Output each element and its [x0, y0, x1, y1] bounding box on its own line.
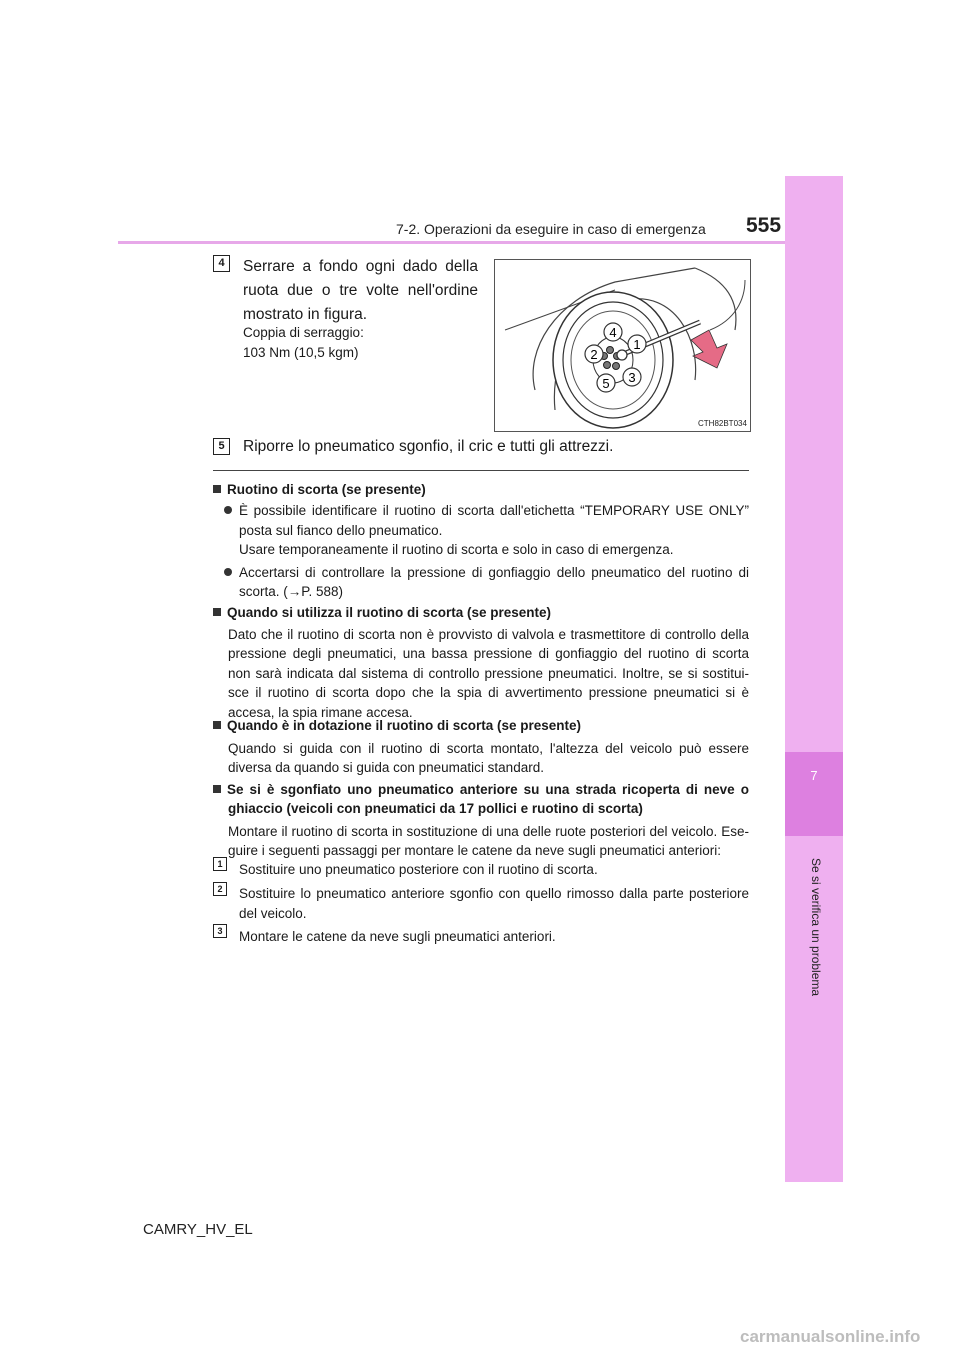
step-number-4: 4 — [213, 255, 230, 272]
spare-bullet1-line2: posta sul fianco dello pneumatico. — [239, 523, 443, 538]
using-line4: sce il ruotino di scorta dopo che la spia di avvertimento pressione pneumatici si è — [228, 685, 749, 700]
note-flat-title-line1 — [213, 780, 749, 800]
substep3-text: Montare le catene da neve sugli pneumatici anteriori. — [239, 929, 556, 944]
figure-code: CTH82BT034 — [698, 419, 747, 428]
step-number-5: 5 — [213, 438, 230, 455]
square-bullet-icon — [213, 785, 221, 793]
square-bullet-icon — [213, 608, 221, 616]
substep-number-1: 1 — [213, 857, 227, 871]
note-flat-title-line2: ghiaccio (veicoli con pneumatici da 17 pollici e ruotino di scorta) — [228, 801, 643, 816]
spare-bullet2-line2: scorta. (→P. 588) — [239, 584, 344, 599]
spare-bullet1-line3: Usare temporaneamente il ruotino di scorta e solo in caso di emergenza. — [239, 542, 674, 557]
using-line1: Dato che il ruotino di scorta non è provvisto di valvola e trasmettitore di controllo della — [228, 627, 749, 642]
figure-label-4: 4 — [609, 325, 617, 340]
equipped-line1: Quando si guida con il ruotino di scorta montato, l'altezza del veicolo può essere — [228, 741, 749, 756]
step4-line2: ruota due o tre volte nell'ordine — [243, 282, 478, 299]
spare-bullet1-line1: È possibile identificare il ruotino di scorta dall'etichetta “TEMPORARY USE ONLY” — [239, 503, 749, 518]
step4-line3: mostrato in figura. — [243, 306, 368, 323]
substep2-line1: Sostituire lo pneumatico anteriore sgonfio con quello rimosso dalla parte posteriore — [239, 886, 749, 901]
torque-label: Coppia di serraggio: — [243, 325, 364, 340]
note-flat-title-text: Se si è sgonfiato uno pneumatico anteriore su una strada ricoperta di neve o — [227, 782, 749, 797]
circle-bullet-icon — [224, 568, 232, 576]
chapter-title: Se si verifica un problema — [809, 858, 823, 997]
note-equipped-title-text: Quando è in dotazione il ruotino di scorta (se presente) — [227, 718, 582, 733]
section-title: 7-2. Operazioni da eseguire in caso di emergenza — [396, 221, 706, 237]
note-spare-title — [213, 480, 426, 500]
figure-label-3: 3 — [628, 370, 636, 385]
spare-bullet1-dot — [224, 501, 238, 521]
chapter-tab-highlight — [785, 752, 843, 836]
equipped-line2: diversa da quando si guida con pneumatici standard. — [228, 760, 544, 775]
circle-bullet-icon — [224, 506, 232, 514]
header-divider — [118, 241, 842, 244]
watermark: carmanualsonline.info — [740, 1327, 921, 1346]
wheel-nut-tightening-figure — [494, 259, 751, 432]
figure-label-2: 2 — [590, 347, 598, 362]
section-divider — [213, 470, 749, 471]
square-bullet-icon — [213, 485, 221, 493]
note-spare-title-text: Ruotino di scorta (se presente) — [227, 482, 426, 497]
step4-line1: Serrare a fondo ogni dado della — [243, 258, 478, 275]
page-number: 555 — [746, 214, 782, 237]
using-line3: non sarà indicata dal sistema di controllo pressione pneumatici. Inoltre, se si sostitui- — [228, 666, 749, 681]
square-bullet-icon — [213, 721, 221, 729]
step5-text: Riporre lo pneumatico sgonfio, il cric e tutti gli attrezzi. — [243, 438, 614, 455]
using-line2: pressione degli pneumatici, una bassa pressione di gonfiaggio del ruotino di scorta — [228, 646, 749, 661]
torque-value: 103 Nm (10,5 kgm) — [243, 345, 359, 360]
substep-number-3: 3 — [213, 924, 227, 938]
model-code: CAMRY_HV_EL — [143, 1221, 253, 1238]
spare-bullet2-line1: Accertarsi di controllare la pressione di gonfiaggio dello pneumatico del ruotino di — [239, 565, 749, 580]
flat-line1: Montare il ruotino di scorta in sostituzione di una delle ruote posteriori del veicolo. Ese- — [228, 824, 749, 839]
note-equipped-title — [213, 716, 581, 736]
substep2-line2: del veicolo. — [239, 906, 307, 921]
flat-line2: guire i seguenti passaggi per montare le catene da neve sugli pneumatici anteriori: — [228, 843, 722, 858]
figure-label-1: 1 — [633, 337, 641, 352]
spare-bullet2-dot — [224, 563, 238, 583]
substep-number-2: 2 — [213, 882, 227, 896]
note-using-title — [213, 603, 551, 623]
wheel-illustration — [495, 260, 750, 431]
using-line5: accesa, la spia rimane accesa. — [228, 705, 413, 720]
chapter-number: 7 — [810, 768, 818, 783]
substep1-text: Sostituire uno pneumatico posteriore con il ruotino di scorta. — [239, 862, 598, 877]
figure-label-5: 5 — [602, 376, 610, 391]
note-using-title-text: Quando si utilizza il ruotino di scorta (se presente) — [227, 605, 552, 620]
